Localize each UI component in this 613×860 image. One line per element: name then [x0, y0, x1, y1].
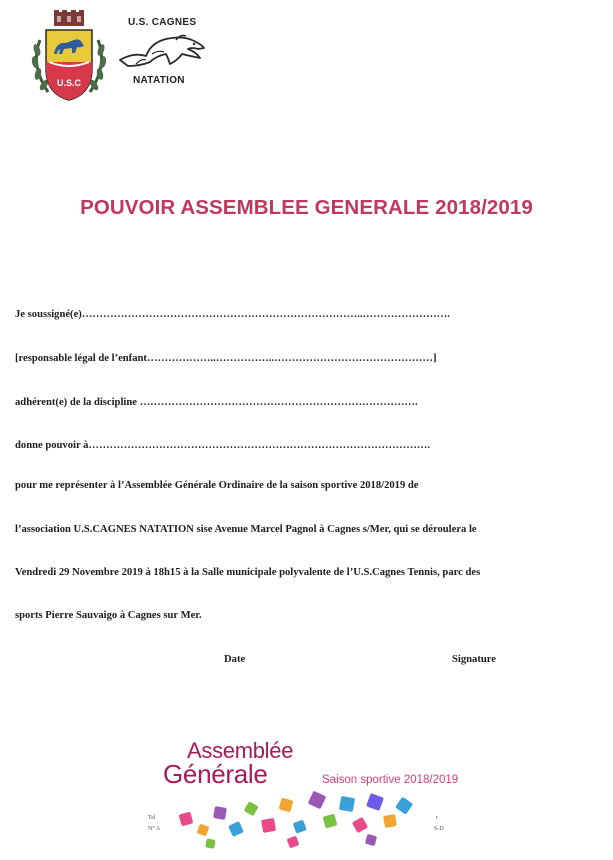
- club-name: U.S. CAGNES: [128, 17, 197, 28]
- club-crest-logo: [30, 10, 108, 111]
- footer-small-text: Tel: [148, 815, 156, 821]
- season-label: Saison sportive 2018/2019: [322, 774, 459, 786]
- footer-small-text: r: [436, 815, 438, 821]
- paragraph-line-1: pour me représenter à l’Assemblée Générale Ordinaire de la saison sportive 2018/2019 de: [15, 480, 419, 491]
- proxy-line: donne pouvoir à…………………………………………………………………………………….: [15, 440, 431, 451]
- assembly-logo-word-2: Générale: [163, 759, 268, 789]
- dolphin-logo-icon: [116, 30, 208, 77]
- member-discipline-line: adhérent(e) de la discipline …………………………………………………………………….: [15, 397, 418, 408]
- crest-initials: U.S.C: [56, 78, 82, 88]
- footer-small-text: S-D: [434, 826, 444, 832]
- footer-small-text: N° A: [148, 826, 161, 832]
- paragraph-line-4: sports Pierre Sauvaigo à Cagnes sur Mer.: [15, 610, 202, 621]
- paragraph-line-2: l’association U.S.CAGNES NATATION sise Avenue Marcel Pagnol à Cagnes s/Mer, qui se déroulera le: [15, 524, 477, 535]
- paragraph-line-3: Vendredi 29 Novembre 2019 à 18h15 à la Salle municipale polyvalente de l’U.S.Cagnes Tennis, parc des: [15, 567, 481, 578]
- signature-label: Signature: [452, 654, 496, 665]
- assembly-logo-word-1: Assemblée: [187, 738, 294, 763]
- document-title: POUVOIR ASSEMBLEE GENERALE 2018/2019: [80, 196, 533, 219]
- puzzle-pieces-icon: [170, 785, 430, 860]
- club-subtitle: NATATION: [133, 75, 185, 86]
- date-label: Date: [224, 654, 246, 665]
- undersigned-line: Je soussigné(e)……………………………………………………………………..…………………….: [15, 309, 450, 320]
- guardian-line: [responsable légal de l’enfant………………..……………..………………………………………]: [15, 353, 437, 364]
